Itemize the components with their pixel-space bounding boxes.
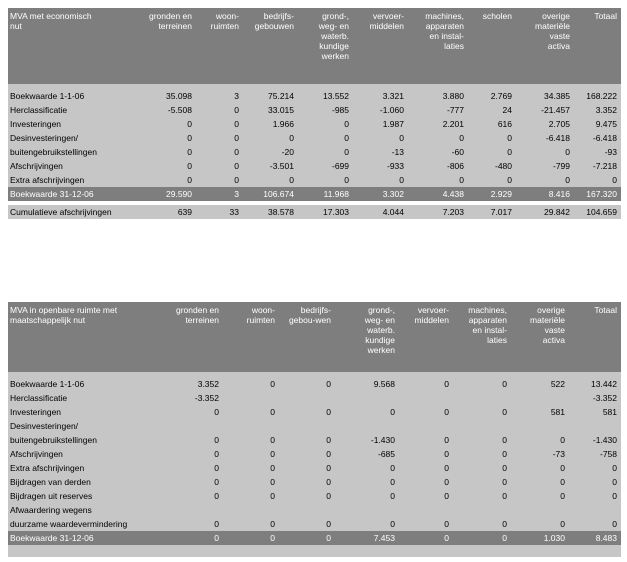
row-label: Cumulatieve afschrijvingen bbox=[10, 207, 112, 217]
row-value: 0 bbox=[565, 147, 570, 157]
row-value: 0 bbox=[344, 147, 349, 157]
table-row bbox=[8, 475, 621, 489]
row-value: -685 bbox=[377, 449, 395, 459]
row-value: 0 bbox=[344, 133, 349, 143]
row-value: 0 bbox=[444, 477, 449, 487]
row-value: 3 bbox=[234, 91, 239, 101]
row-value: 0 bbox=[560, 477, 565, 487]
row-value: 0 bbox=[270, 407, 275, 417]
row-value: 0 bbox=[390, 463, 395, 473]
row-value: 0 bbox=[390, 477, 395, 487]
header-cell: grond-, weg- en waterb. kundige werken bbox=[318, 11, 349, 61]
row-value: -7.218 bbox=[592, 161, 617, 171]
row-value: 0 bbox=[390, 519, 395, 529]
header-cell: MVA met economisch nut bbox=[10, 11, 92, 31]
row-value: 0 bbox=[234, 105, 239, 115]
row-value: 0 bbox=[612, 519, 617, 529]
header-cell: overige materiële vaste activa bbox=[535, 11, 570, 51]
row-label: Boekwaarde 1-1-06 bbox=[10, 379, 85, 389]
row-value: -1.430 bbox=[592, 435, 617, 445]
row-value: 8.483 bbox=[595, 533, 617, 543]
row-value: 0 bbox=[214, 435, 219, 445]
row-value: 0 bbox=[560, 435, 565, 445]
row-value: 3 bbox=[234, 189, 239, 199]
row-value: 0 bbox=[502, 519, 507, 529]
header-cell: gronden en terreinen bbox=[175, 305, 219, 325]
row-value: -21.457 bbox=[541, 105, 570, 115]
row-value: 0 bbox=[344, 119, 349, 129]
row-value: 106.674 bbox=[263, 189, 294, 199]
row-label: Extra afschrijvingen bbox=[10, 463, 85, 473]
row-value: 0 bbox=[502, 435, 507, 445]
row-value: 0 bbox=[344, 175, 349, 185]
row-value: -799 bbox=[552, 161, 570, 171]
row-value: 0 bbox=[270, 449, 275, 459]
row-value: 3.302 bbox=[382, 189, 404, 199]
row-value: -13 bbox=[391, 147, 404, 157]
header-cell: vervoer- middelen bbox=[414, 305, 449, 325]
row-value: 29.842 bbox=[544, 207, 570, 217]
row-value: -6.418 bbox=[545, 133, 570, 143]
table-row bbox=[8, 391, 621, 405]
row-value: 33.015 bbox=[268, 105, 294, 115]
row-label: Bijdragen uit reserves bbox=[10, 491, 93, 501]
row-value: 0 bbox=[612, 175, 617, 185]
row-value: 1.030 bbox=[543, 533, 565, 543]
row-label: Boekwaarde 1-1-06 bbox=[10, 91, 85, 101]
header-cell: MVA in openbare ruimte met maatschappelijk nut bbox=[10, 305, 118, 325]
table-mva-economisch-nut bbox=[8, 8, 621, 219]
table-row bbox=[8, 447, 621, 461]
row-label: Boekwaarde 31-12-06 bbox=[10, 189, 94, 199]
header-cell: vervoer- middelen bbox=[369, 11, 404, 31]
row-value: 0 bbox=[444, 533, 449, 543]
header-cell: scholen bbox=[482, 11, 512, 21]
row-value: 0 bbox=[289, 133, 294, 143]
row-value: 0 bbox=[507, 147, 512, 157]
row-value: 0 bbox=[214, 519, 219, 529]
row-value: 0 bbox=[444, 463, 449, 473]
row-value: 0 bbox=[234, 175, 239, 185]
row-value: 2.929 bbox=[490, 189, 512, 199]
row-value: 1.966 bbox=[272, 119, 294, 129]
row-value: -699 bbox=[331, 161, 349, 171]
row-value: 1.987 bbox=[382, 119, 404, 129]
header-cell: grond-, weg- en waterb. kundige werken bbox=[364, 305, 395, 355]
row-value: 0 bbox=[326, 435, 331, 445]
row-label: buitengebruikstellingen bbox=[10, 435, 97, 445]
row-label: Afschrijvingen bbox=[10, 161, 63, 171]
row-value: 0 bbox=[502, 407, 507, 417]
row-value: 0 bbox=[187, 161, 192, 171]
row-label: Herclassificatie bbox=[10, 105, 68, 115]
row-value: 0 bbox=[502, 491, 507, 501]
row-value: 0 bbox=[560, 463, 565, 473]
row-value: 0 bbox=[326, 491, 331, 501]
header-cell: bedrijfs- gebou-wen bbox=[288, 305, 331, 325]
table-row bbox=[8, 461, 621, 475]
row-value: 7.453 bbox=[373, 533, 395, 543]
row-value: 0 bbox=[326, 463, 331, 473]
row-value: -480 bbox=[494, 161, 512, 171]
row-value: 0 bbox=[560, 519, 565, 529]
row-value: 0 bbox=[270, 533, 275, 543]
row-value: -758 bbox=[599, 449, 617, 459]
row-value: 3.321 bbox=[382, 91, 404, 101]
row-value: 0 bbox=[326, 379, 331, 389]
row-value: -93 bbox=[604, 147, 617, 157]
row-value: 3.880 bbox=[442, 91, 464, 101]
row-value: 0 bbox=[502, 463, 507, 473]
row-value: 0 bbox=[444, 435, 449, 445]
row-label: Herclassificatie bbox=[10, 393, 68, 403]
row-value: 4.438 bbox=[442, 189, 464, 199]
row-value: -933 bbox=[386, 161, 404, 171]
row-value: 0 bbox=[459, 175, 464, 185]
row-label: Afschrijvingen bbox=[10, 449, 63, 459]
row-value: -73 bbox=[552, 449, 565, 459]
row-value: 9.568 bbox=[373, 379, 395, 389]
row-value: 581 bbox=[550, 407, 565, 417]
table-row bbox=[8, 131, 621, 145]
row-value: 24 bbox=[502, 105, 512, 115]
row-value: -60 bbox=[451, 147, 464, 157]
row-value: 0 bbox=[214, 463, 219, 473]
row-label: Afwaardering wegens bbox=[10, 505, 92, 515]
row-value: 0 bbox=[187, 175, 192, 185]
row-value: -3.501 bbox=[269, 161, 294, 171]
table-row bbox=[8, 419, 621, 433]
row-label: buitengebruikstellingen bbox=[10, 147, 97, 157]
row-value: 13.442 bbox=[591, 379, 617, 389]
row-value: 17.303 bbox=[323, 207, 349, 217]
row-value: 35.098 bbox=[166, 91, 192, 101]
row-value: 75.214 bbox=[268, 91, 294, 101]
row-value: 9.475 bbox=[595, 119, 617, 129]
row-value: 38.578 bbox=[268, 207, 294, 217]
row-value: 0 bbox=[214, 491, 219, 501]
row-value: 0 bbox=[560, 491, 565, 501]
row-value: 0 bbox=[507, 133, 512, 143]
row-value: 0 bbox=[187, 119, 192, 129]
row-label: Extra afschrijvingen bbox=[10, 175, 85, 185]
table-row bbox=[8, 517, 621, 531]
row-value: 0 bbox=[390, 491, 395, 501]
table-row bbox=[8, 89, 621, 103]
row-label: Boekwaarde 31-12-06 bbox=[10, 533, 94, 543]
row-value: 0 bbox=[214, 407, 219, 417]
row-value: 522 bbox=[550, 379, 565, 389]
row-value: 0 bbox=[187, 147, 192, 157]
row-value: 0 bbox=[612, 491, 617, 501]
row-value: 0 bbox=[289, 175, 294, 185]
row-value: 0 bbox=[444, 379, 449, 389]
row-value: 0 bbox=[399, 175, 404, 185]
row-value: -1.060 bbox=[379, 105, 404, 115]
row-value: 0 bbox=[444, 519, 449, 529]
row-value: 0 bbox=[270, 435, 275, 445]
row-value: -1.430 bbox=[370, 435, 395, 445]
table-row bbox=[8, 103, 621, 117]
row-value: 0 bbox=[326, 519, 331, 529]
table-row bbox=[8, 145, 621, 159]
row-value: 0 bbox=[270, 463, 275, 473]
row-value: 0 bbox=[270, 477, 275, 487]
row-value: 34.385 bbox=[544, 91, 570, 101]
row-value: -5.508 bbox=[167, 105, 192, 115]
table-row bbox=[8, 531, 621, 545]
row-value: 0 bbox=[270, 379, 275, 389]
row-value: 8.416 bbox=[548, 189, 570, 199]
row-value: -985 bbox=[331, 105, 349, 115]
row-value: 7.203 bbox=[442, 207, 464, 217]
row-value: 104.659 bbox=[586, 207, 617, 217]
row-value: 0 bbox=[502, 379, 507, 389]
row-value: -777 bbox=[446, 105, 464, 115]
row-label: Desinvesteringen/ bbox=[10, 133, 79, 143]
row-value: 0 bbox=[502, 449, 507, 459]
header-cell: woon- ruimten bbox=[246, 305, 275, 325]
row-label: Investeringen bbox=[10, 119, 62, 129]
row-label: Bijdragen van derden bbox=[10, 477, 91, 487]
table-row bbox=[8, 159, 621, 173]
row-value: 0 bbox=[234, 133, 239, 143]
row-value: 2.201 bbox=[442, 119, 464, 129]
row-value: -20 bbox=[281, 147, 294, 157]
row-value: 2.769 bbox=[490, 91, 512, 101]
header-cell: bedrijfs- gebouwen bbox=[254, 11, 294, 31]
row-value: 0 bbox=[612, 463, 617, 473]
row-label: duurzame waardevermindering bbox=[10, 519, 128, 529]
header-cell: Totaal bbox=[594, 305, 617, 315]
table-header bbox=[8, 302, 621, 372]
row-value: 0 bbox=[444, 407, 449, 417]
table-row bbox=[8, 377, 621, 391]
table-row bbox=[8, 433, 621, 447]
table-row bbox=[8, 205, 621, 219]
header-cell: Totaal bbox=[594, 11, 617, 21]
row-value: 0 bbox=[214, 477, 219, 487]
row-label: Desinvesteringen/ bbox=[10, 421, 79, 431]
header-cell: woon- ruimten bbox=[210, 11, 239, 31]
header-cell: gronden en terreinen bbox=[148, 11, 192, 31]
table-header bbox=[8, 8, 621, 84]
row-value: 3.352 bbox=[197, 379, 219, 389]
row-value: -806 bbox=[446, 161, 464, 171]
header-cell: overige materiële vaste activa bbox=[530, 305, 565, 345]
row-value: 639 bbox=[177, 207, 192, 217]
row-value: 0 bbox=[187, 133, 192, 143]
row-value: 0 bbox=[390, 407, 395, 417]
row-value: 0 bbox=[444, 449, 449, 459]
row-value: -6.418 bbox=[592, 133, 617, 143]
row-value: 0 bbox=[270, 491, 275, 501]
row-value: 0 bbox=[502, 533, 507, 543]
row-label: Investeringen bbox=[10, 407, 62, 417]
row-value: 0 bbox=[326, 533, 331, 543]
row-value: 168.222 bbox=[586, 91, 617, 101]
row-value: 167.320 bbox=[586, 189, 617, 199]
table-row bbox=[8, 187, 621, 201]
table-row bbox=[8, 489, 621, 503]
row-value: 0 bbox=[214, 533, 219, 543]
table-row bbox=[8, 117, 621, 131]
header-cell: machines, apparaten en instal- laties bbox=[425, 11, 464, 51]
row-value: 616 bbox=[497, 119, 512, 129]
row-value: 29.590 bbox=[166, 189, 192, 199]
table-row bbox=[8, 503, 621, 517]
row-value: 0 bbox=[270, 519, 275, 529]
row-value: 0 bbox=[459, 133, 464, 143]
row-value: 0 bbox=[326, 477, 331, 487]
row-value: 2.705 bbox=[548, 119, 570, 129]
row-value: 0 bbox=[326, 449, 331, 459]
table-row bbox=[8, 173, 621, 187]
header-cell: machines, apparaten en instal- laties bbox=[468, 305, 507, 345]
row-value: 0 bbox=[214, 449, 219, 459]
table-cumulative bbox=[8, 205, 621, 219]
row-value: 3.352 bbox=[595, 105, 617, 115]
row-value: 0 bbox=[502, 477, 507, 487]
row-value: 11.968 bbox=[323, 189, 349, 199]
table-row bbox=[8, 405, 621, 419]
row-value: 0 bbox=[326, 407, 331, 417]
row-value: 4.044 bbox=[382, 207, 404, 217]
row-value: 33 bbox=[229, 207, 239, 217]
row-value: 0 bbox=[234, 161, 239, 171]
table-body bbox=[8, 84, 621, 201]
row-value: -3.352 bbox=[592, 393, 617, 403]
row-value: 0 bbox=[399, 133, 404, 143]
table-body bbox=[8, 372, 621, 557]
row-value: 0 bbox=[612, 477, 617, 487]
row-value: 0 bbox=[565, 175, 570, 185]
row-value: 581 bbox=[602, 407, 617, 417]
row-value: 13.552 bbox=[323, 91, 349, 101]
row-value: 0 bbox=[234, 119, 239, 129]
row-value: 7.017 bbox=[490, 207, 512, 217]
row-value: 0 bbox=[444, 491, 449, 501]
row-value: -3.352 bbox=[194, 393, 219, 403]
row-value: 0 bbox=[507, 175, 512, 185]
table-mva-openbare-ruimte bbox=[8, 302, 621, 557]
row-value: 0 bbox=[234, 147, 239, 157]
